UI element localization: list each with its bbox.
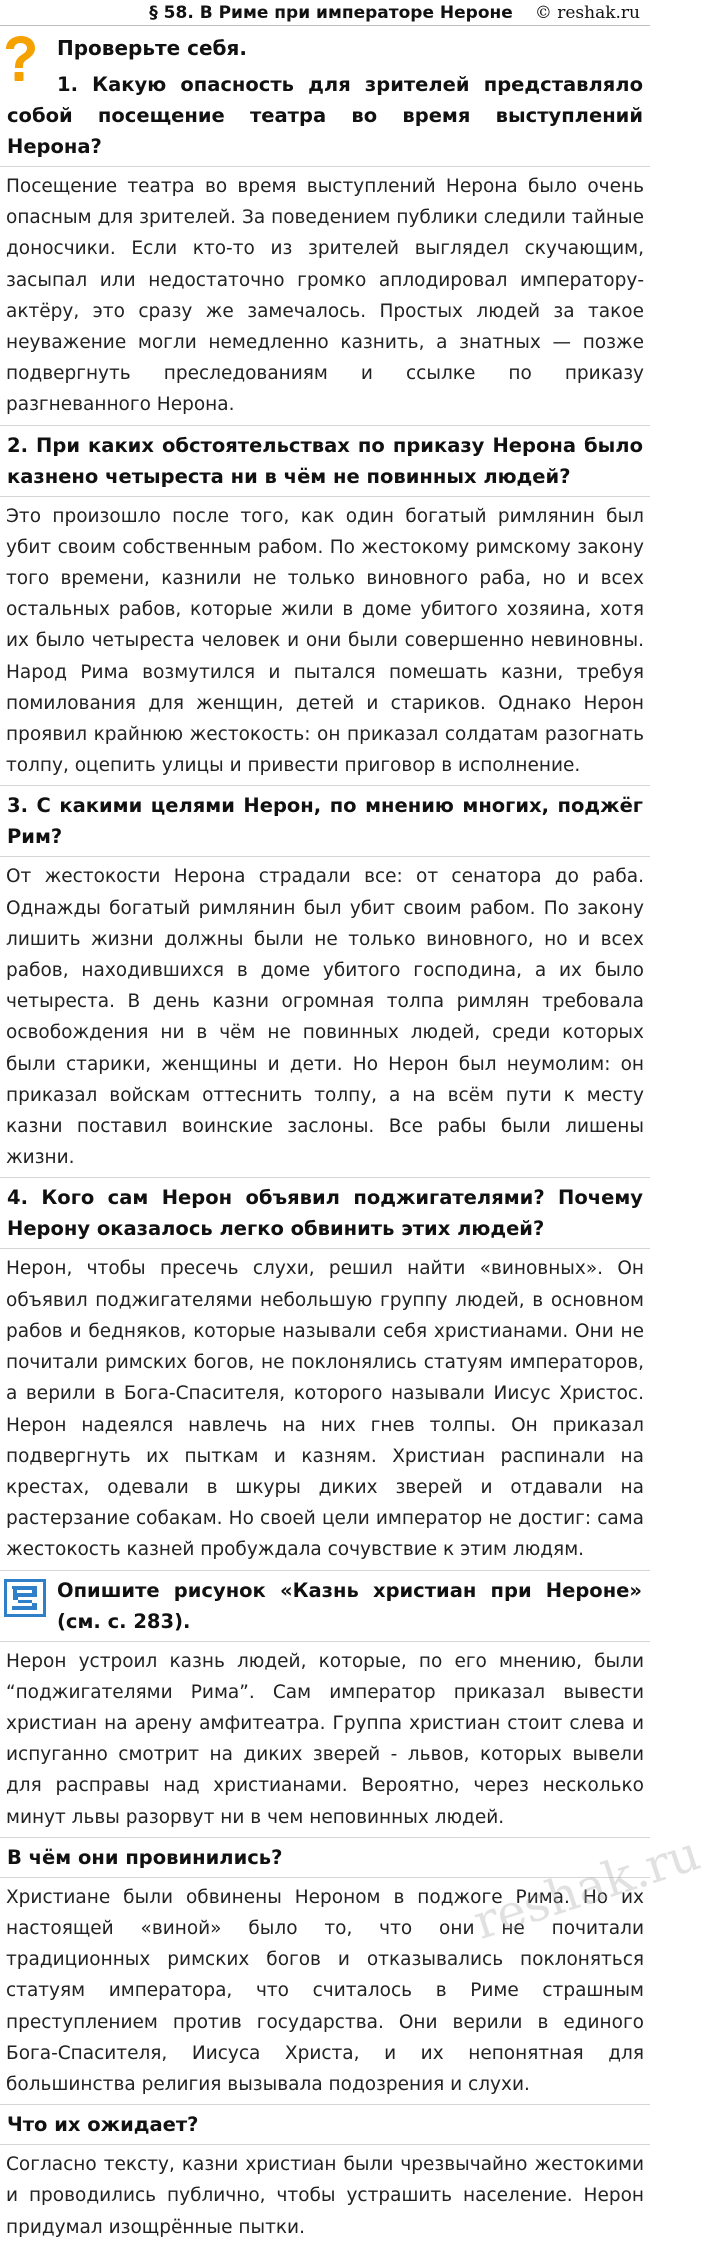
describe-heading-row [0,1575,650,1637]
watermark: reshak.ru [467,1825,707,1951]
divider [0,856,650,857]
divider [0,166,650,167]
answer-guilt: Христиане были обвинены Нероном в поджоге Рима. Но их настоящей «виной» было то, что они не почитали традиционных римских богов и отказывались поклоняться статуям императора, что считалось в Риме страшным преступлением против государства. Они верили в единого Бога-Спасителя, Иисуса Христа, и их непонятная для большинства религия вызывала подозрения и слухи. [6,1886,644,2095]
answer-fate: Согласно тексту, казни христиан были чрезвычайно жестокими и проводились публично, чтобы устрашить население. Нерон придумал изощрённые пытки. [6,2154,644,2238]
qa-block-4 [0,1182,650,1570]
divider [0,1177,650,1178]
question-4: 4. Кого сам Нерон объявил поджигателями? Почему Нерону оказалось легко обвинить этих людей? [7,1186,643,1241]
answer-1: Посещение театра во время выступлений Нерона было очень опасным для зрителей. За поведением публики следили тайные доносчики. Если кто-то из зрителей выглядел скучающим, засыпал или недостаточно громко аплодировал императору-актёру, это сразу же замечалось. Простых людей за такое неуважение могли немедленно казнить, а знатных — позже подвергнуть преследованиям и ссылке по приказу разгневанного Нерона. [6,176,644,416]
describe-answer: Нерон устроил казнь людей, которые, по его мнению, были “поджигателями Рима”. Сам император приказал вывести христиан на арену амфитеатра. Группа христиан стоит слева и испуганно смотрит на диких зверей - львов, которых вывели для расправы над христианами. Вероятно, через несколько минут львы разорвут ни в чем неповинных людей. [6,1650,644,1828]
divider [0,2144,650,2145]
divider [0,1837,650,1838]
answer-2: Это произошло после того, как один богатый римлянин был убит своим собственным рабом. По жестокому римскому закону того времени, казнили не только виновного раба, но и всех остальных рабов, которые жили в доме убитого хозяина, хотя их было четыреста человек и они были совершенно невиновны. Народ Рима возмутился и пытался помешать казни, требуя помилования для женщин, детей и стариков. Однако Нерон проявил крайнюю жестокость: он приказал солдатам разогнать толпу, оцепить улицы и привести приговор в исполнение. [6,505,644,777]
divider [0,2104,650,2105]
divider [0,1248,650,1249]
header-title: § 58. В Риме при императоре Нероне [149,2,513,23]
describe-picture-title: Опишите рисунок «Казнь христиан при Нероне» (см. с. 283). [57,1578,642,1633]
question-1: 1. Какую опасность для зрителей представляло собой посещение театра во время выступлений Нерона? [7,73,643,158]
divider [0,496,650,497]
divider [0,1641,650,1642]
qa-block-2 [0,430,650,787]
picture-task-icon [4,1579,46,1617]
divider [0,1877,650,1878]
question-3: 3. С какими целями Нерон, по мнению многих, поджёг Рим? [7,794,643,849]
answer-4: Нерон, чтобы пресечь слухи, решил найти «виновных». Он объявил поджигателями небольшую группу людей, в основном рабов и бедняков, которые называли себя христианами. Они не почитали римских богов, не поклонялись статуям императоров, а верили в Бога-Спасителя, которого называли Иисус Христос. Нерон надеялся навлечь на них гнев толпы. Он приказал подвергнуть их пыткам и казням. Христиан распинали на крестах, одевали в шкуры диких зверей и отдавали на растерзание собакам. Но своей цели император не достиг: сама жестокость казней пробуждала сочувствие к этим людям. [6,1258,644,1561]
check-yourself-title: Проверьте себя. [57,36,247,60]
question-fate: Что их ожидает? [7,2113,199,2137]
qa-block-guilt [0,1842,650,2105]
divider [0,425,650,426]
check-heading-row [0,30,650,66]
qa-block-fate [0,2109,650,2243]
question-mark-icon [2,36,38,82]
answer-3: От жестокости Нерона страдали все: от сенатора до раба. Однажды богатый римлянин был убит своим рабом. По закону лишить жизни должны были не только виновного, но и всех рабов, находившихся в доме убитого господина, а их было четыреста. В день казни огромная толпа римлян требовала освобождения ни в чём не повинных людей, среди которых были старики, женщины и дети. Но Нерон был неумолим: он приказал войскам оттеснить толпу, а на всём пути к месту казни поставил воинские заслоны. Все рабы были лишены жизни. [6,866,644,1169]
qa-block-1 [0,69,650,426]
divider [0,1570,650,1571]
site-credit[interactable]: © reshak.ru [534,2,640,23]
divider [0,785,650,786]
page-header [0,0,650,26]
question-2: 2. При каких обстоятельствах по приказу Нерона было казнено четыреста ни в чём не повинных людей? [7,433,643,488]
qa-block-3 [0,790,650,1178]
question-guilt: В чём они провинились? [7,1845,283,1869]
content [0,26,650,2243]
